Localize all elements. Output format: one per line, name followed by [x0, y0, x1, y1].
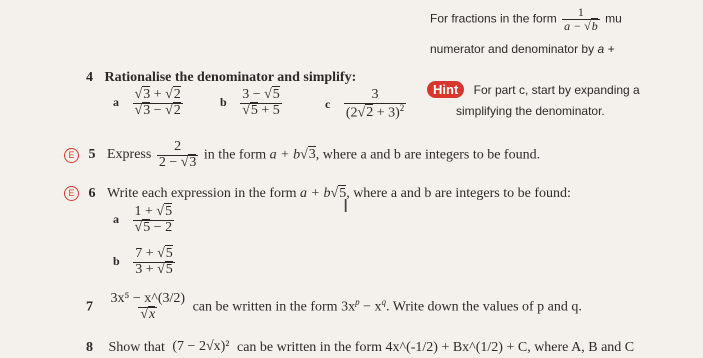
- text-cursor-icon: I: [343, 196, 349, 217]
- q6-part-b: [113, 247, 177, 277]
- radicand: 3: [308, 147, 316, 163]
- term: 2 −: [158, 154, 178, 170]
- question-text: − x: [363, 299, 382, 315]
- top-note-frac-num: 1: [577, 5, 584, 19]
- q6b-denominator: 3 + √5: [135, 261, 173, 277]
- part-label: a: [113, 95, 119, 110]
- radicand: 3: [143, 102, 151, 118]
- radicand: 5: [143, 219, 151, 235]
- top-note-line2: [430, 42, 614, 56]
- q6b-numerator: 7 + √5: [135, 246, 173, 261]
- top-note-line1: [430, 6, 622, 32]
- question-number: 4: [86, 70, 93, 85]
- question-number: 6: [88, 186, 96, 201]
- q4c-numerator: 3: [371, 87, 379, 102]
- q4a-denominator: √3 − √2: [134, 102, 181, 118]
- question-text: Write each expression in the form: [107, 186, 297, 201]
- q7-fraction: [109, 292, 188, 322]
- question-text: can be written in the form 3x: [192, 299, 356, 315]
- radicand: 5: [165, 261, 173, 277]
- question-text: , where a and b are integers to be found:: [346, 186, 571, 201]
- question-text: Express: [107, 147, 152, 163]
- question-number: 7: [86, 299, 93, 315]
- operator: +: [153, 87, 162, 102]
- term: 3 +: [135, 261, 154, 277]
- question-5: E 5 Express $\frac{2}{2 - √3}$ in the form a + b√3, where a and b are integers to be found.: [64, 140, 540, 170]
- radicand: 5: [165, 246, 173, 261]
- question-number: 8: [86, 340, 93, 355]
- q7-numerator: 3x⁵ − x^(3/2): [110, 291, 186, 306]
- question-text: . Write down the values of p and q.: [385, 299, 582, 315]
- radicand: 5: [250, 102, 258, 118]
- question-4-heading: [86, 70, 356, 86]
- term: + 5: [261, 102, 280, 118]
- radicand: 5: [165, 204, 173, 219]
- hint-box: [427, 82, 640, 97]
- top-note-line2-text: numerator and denominator by: [430, 42, 595, 56]
- radicand: 2: [366, 105, 374, 121]
- hint-line-2-wrap: [456, 104, 605, 118]
- radicand: 2: [173, 102, 181, 118]
- hint-line-2: simplifying the denominator.: [456, 104, 605, 118]
- form-expression: a + b: [300, 186, 331, 201]
- question-text: Rationalise the denominator and simplify:: [104, 70, 357, 85]
- exponent-p: p: [355, 296, 360, 307]
- extension-icon: E: [64, 148, 79, 163]
- top-note-frac-den: a − √b: [564, 18, 598, 33]
- q5-fraction: [157, 140, 199, 170]
- top-note-end: mu: [605, 11, 622, 26]
- top-note-den-a: a −: [564, 18, 582, 33]
- q4c-fraction: [344, 88, 406, 121]
- q6a-numerator: 1 + √5: [134, 204, 173, 219]
- question-text: in the form: [203, 147, 267, 163]
- part-label: b: [113, 254, 120, 269]
- term: 7 +: [135, 246, 154, 261]
- radicand: [148, 306, 155, 322]
- q7-denominator: √x: [140, 306, 156, 322]
- q6-part-a: [113, 205, 176, 235]
- term: − 2: [153, 219, 173, 235]
- question-6: E 6 Write each expression in the form a + b√5, where a and b are integers to be found:: [64, 186, 571, 202]
- q6a-fraction: [133, 205, 175, 235]
- radicand: 3: [189, 154, 197, 170]
- q8-fraction: [170, 340, 231, 355]
- q4b-numerator: 3 − √5: [242, 87, 280, 102]
- q6a-denominator: √5 − 2: [134, 219, 173, 235]
- hint-line-1: For part c, start by expanding a: [473, 83, 640, 97]
- term: (2: [345, 105, 358, 121]
- question-7: [86, 292, 582, 322]
- exponent-q: q: [381, 296, 386, 307]
- question-text: , where a and b are integers to be found.: [315, 147, 541, 163]
- top-note-den-rad: b: [591, 18, 598, 33]
- term: 1 +: [134, 204, 153, 219]
- radicand: 2: [173, 87, 181, 102]
- hint-badge: Hint: [427, 81, 464, 98]
- q4-part-b: [220, 88, 284, 118]
- top-note-fraction: [562, 6, 600, 32]
- variable: x: [149, 306, 156, 322]
- question-8: [86, 340, 634, 356]
- q8-numerator: (7 − 2√x)²: [172, 339, 230, 355]
- radicand: 5: [272, 87, 280, 102]
- q4c-denominator: $(2√2 + 3)^2$: [345, 102, 405, 121]
- radicand: 5: [339, 186, 347, 201]
- top-note-text: For fractions in the form: [430, 11, 557, 26]
- term: + 3): [376, 105, 400, 121]
- part-label: a: [113, 212, 119, 227]
- question-text: Show that: [108, 340, 165, 355]
- q6b-fraction: [133, 247, 175, 277]
- q5-numerator: 2: [174, 139, 182, 154]
- q4-part-a: [113, 88, 185, 118]
- q4a-numerator: √3 + √2: [134, 87, 181, 102]
- q4b-denominator: √5 + 5: [242, 102, 280, 118]
- question-number: 5: [88, 147, 96, 163]
- term: 3 −: [242, 87, 261, 102]
- exponent: 2: [399, 102, 405, 113]
- q4a-fraction: [133, 88, 183, 118]
- form-expression: a + b: [269, 147, 301, 163]
- q5-denominator: 2 − √3: [158, 154, 197, 170]
- question-text: can be written in the form 4x^(-1/2) + Bx^(1/2) + C, where A, B and C: [237, 340, 635, 355]
- extension-icon: E: [64, 186, 79, 201]
- operator: −: [153, 102, 162, 118]
- part-label: b: [220, 95, 227, 110]
- part-label: c: [325, 96, 331, 111]
- radicand: 3: [143, 87, 151, 102]
- top-note-line2-end: a +: [597, 42, 615, 56]
- q4-part-c: [325, 88, 408, 121]
- q4b-fraction: [240, 88, 282, 118]
